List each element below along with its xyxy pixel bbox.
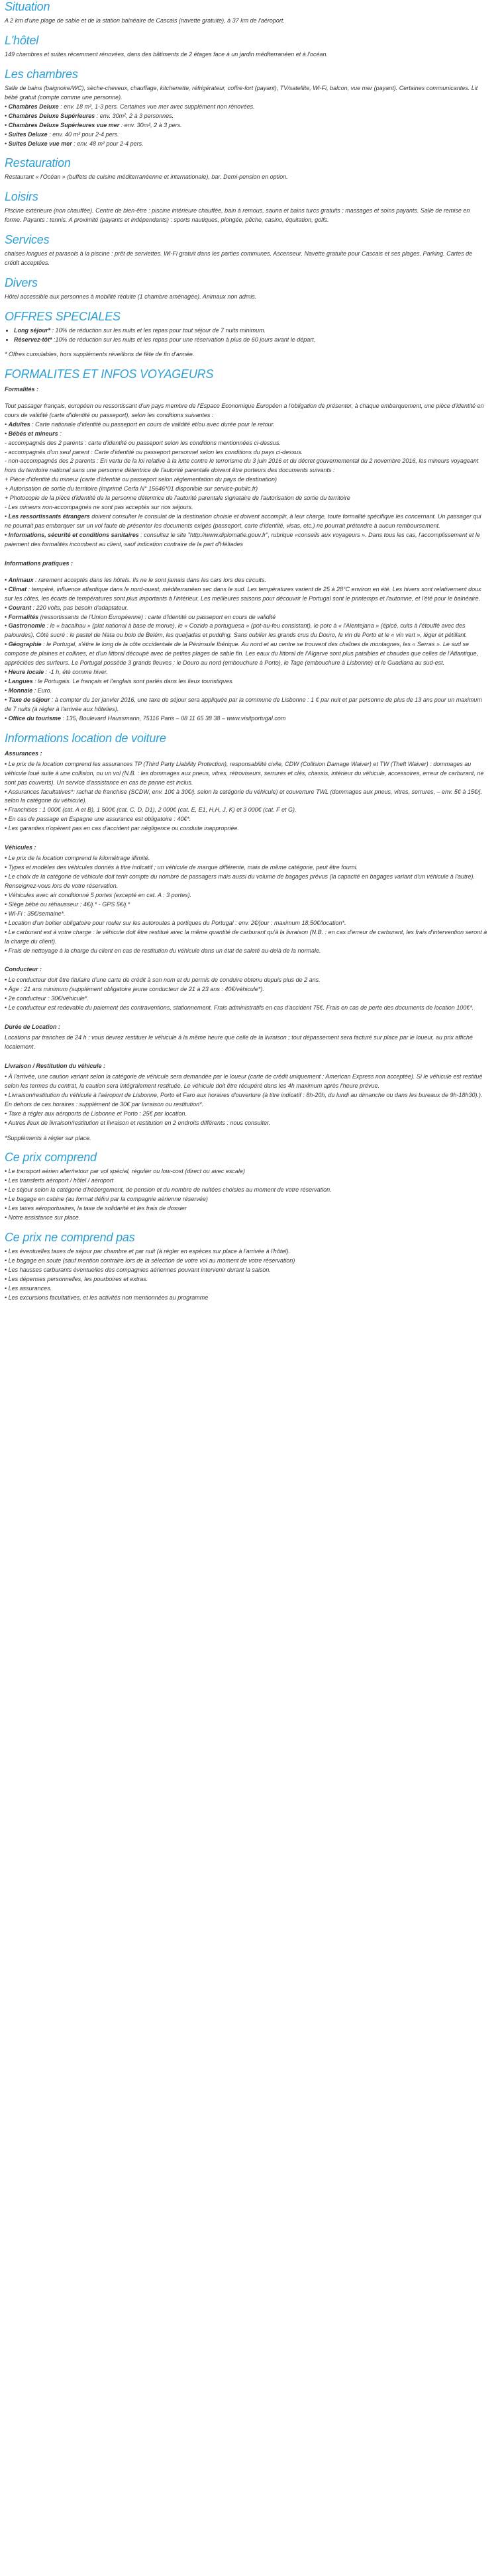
formalites-title: FORMALITES ET INFOS VOYAGEURS xyxy=(5,367,214,381)
assurance-item-text: Franchises : 1 000€ (cat. A et B), 1 500€ (cat. C, D, D1), 2 000€ (cat. E, E1, H,H, J, K) et 3 000€ (cat. F et G). xyxy=(8,806,297,814)
practical-item: • Heure locale : -1 h, été comme hiver. xyxy=(5,669,108,676)
assurances-list xyxy=(5,760,488,834)
practical-item: • Office du tourisme : 135, Boulevard Haussmann, 75116 Paris – 08 11 65 38 38 – www.visitportugal.com xyxy=(5,714,286,722)
assurance-item-text: Le prix de la location comprend les assurances TP (Third Party Liability Protection), responsabilité civile, CDW (Collision Damage Waiver) et TW (Theft Waiver) : dommages au véhicule loué suite à une collision, ou un vol (N.B. : les dommages aux pneus, vitres, rétroviseurs, serrures et clés, chassis, intérieur du véhicule, accessoires, erreur de carburant, ne sont pas couverts). Un service d'assistance en cas de panne est inclus. xyxy=(5,760,484,786)
room-type-item: • Chambres Deluxe : env. 18 m², 1-3 pers. Certaines vue mer avec supplément non rénovées. xyxy=(5,103,255,110)
rooms-title: Les chambres xyxy=(5,67,78,81)
conducteur-item: • Le conducteur doit être titulaire d'une carte de crédit à son nom et du permis de conduire obtenu depuis plus de 2 ans. xyxy=(5,977,321,984)
restauration-title: Restauration xyxy=(5,156,71,170)
assurance-item: • Le prix de la location comprend les assurances TP (Third Party Liability Protection), responsabilité civile, CDW (Collision Damage Waiver) et TW (Theft Waiver) : dommages au véhicule loué suite à une collision, ou un vol (N.B. : les dommages aux pneus, vitres, rétroviseurs, serrures et clés, chassis, intérieur du véhicule, accessoires, erreur de carburant, ne sont pas couverts). Un service d'assistance en cas de panne est inclus. xyxy=(5,760,484,786)
assurances-label: Assurances : xyxy=(5,749,42,757)
practical-item-detail: : 220 volts, pas besoin d'adaptateur. xyxy=(31,604,128,611)
livraison-item-text: À l'arrivée, une caution variant selon la catégorie de véhicule sera demandée par le loueur (carte de crédit uniquement ; American Express non acceptée). Si le véhicule est restitué selon les termes du contrat, la caution sera intégralement restituée. Le véhicule doit être récupéré dans les 4h maximum après l'heure prévue. xyxy=(5,1073,483,1089)
formalite-line-detail: - accompagnés des 2 parents : carte d'identité ou passeport selon les conditions mentionnées ci-dessus. xyxy=(5,439,281,446)
inclus-title: Ce prix comprend xyxy=(5,1151,97,1165)
inclus-item-text: Le séjour selon la catégorie d'hébergement, de pension et du nombre de nuitées choisies au moment de votre réservation. xyxy=(8,1186,332,1194)
conducteur-label: Conducteur : xyxy=(5,966,42,973)
rooms-text: Salle de bains (baignoire/WC), sèche-cheveux, chauffage, kitchenette, réfrigérateur, coffre-fort (payant), TV/satellite, Wi-Fi, balcon, vue mer (payant). Certaines communicantes. Lit bébé gratuit (compte comme une personne). xyxy=(5,84,478,101)
offres-list xyxy=(5,326,488,345)
exclus-item: • Le bagage en soute (sauf mention contraire lors de la sélection de votre vol au moment de votre réservation) xyxy=(5,1257,295,1264)
livraison-item-text: Taxe à régler aux aéroports de Lisbonne et Porto : 25€ par location. xyxy=(8,1110,187,1117)
formalite-line xyxy=(5,485,488,494)
inclus-list xyxy=(5,1167,488,1223)
room-type-item-name: Chambres Deluxe xyxy=(8,103,59,110)
vehicule-item: • Le prix de la location comprend le kilométrage illimité. xyxy=(5,855,150,862)
practical-item: • Animaux : rarement acceptés dans les hôtels. Ils ne le sont jamais dans les cars lors des circuits. xyxy=(5,576,266,583)
exclus-item: • Les assurances. xyxy=(5,1284,52,1292)
vehicule-item: • Types et modèles des véhicules donnés à titre indicatif ; un véhicule de marque différente, mais de même catégorie, peut être fourni. xyxy=(5,864,358,871)
livraison-item-text: Autres lieux de livraison/restitution et livraison et restitution en 2 endroits différents : nous consulter. xyxy=(8,1119,271,1126)
vehicule-item: • Wi-Fi : 35€/semaine*. xyxy=(5,910,66,917)
room-type-item: • Suites Deluxe : env. 40 m² pour 2-4 pers. xyxy=(5,130,119,138)
room-type-item-name: Suites Deluxe vue mer xyxy=(8,140,72,147)
assurance-item-text: Les garanties n'opèrent pas en cas d'accident par négligence ou conduite inappropriée. xyxy=(8,825,239,832)
duree-text: Locations par tranches de 24 h : vous devrez restituer le véhicule à la même heure que celle de la livraison ; tout dépassement sera facturé sur place par le loueur, au prix affiché localement. xyxy=(5,1034,473,1050)
situation-title: Situation xyxy=(5,0,50,13)
formalite-line xyxy=(5,503,488,512)
formalite-line-name: Bébés et mineurs xyxy=(8,430,58,437)
vehicule-item: • Le choix de la catégorie de véhicule doit tenir compte du nombre de passagers mais aussi du volume de bagages prévus (la capacité en bagages variant d'un véhicule à l'autre). Renseignez-vous lors de votre réservation. xyxy=(5,873,476,889)
services-text: chaises longues et parasols à la piscine : prêt de serviettes. Wi-Fi gratuit dans les parties communes. Ascenseur. Navette gratuite pour Cascais et ses plages. Parking. Cartes de crédit acceptées. xyxy=(5,250,473,267)
livraison-label: Livraison / Restitution du véhicule : xyxy=(5,1062,106,1069)
vehicule-item-text: Frais de nettoyage à la charge du client en cas de restitution du véhicule dans un état de saleté au-delà de la normale. xyxy=(8,947,321,954)
practical-item-detail: : le Portugal, s'étire le long de la côte occidentale de la Péninsule Ibérique. Au nord et au centre se trouvent des chaînes de montagnes, les « Serras ». Le sud se compose de plaines et collines, et d'un littoral découpé avec de petites plages de sable fin. Les eaux du littoral de l'Algarve sont plus paisibles et chaudes que celles de l'Atlantique, appréciées des surfeurs. Le Portugal possède 3 grands fleuves : le Douro au nord (embouchure à Porto), le Tage (embouchure à Lisbonne) et le Guadiana au sud-est. xyxy=(5,641,479,667)
assurance-item-text: En cas de passage en Espagne une assurance est obligatoire : 40€*. xyxy=(8,816,191,823)
practical-item: • Langues : le Portugais. Le français et l'anglais sont parlés dans les lieux touristiques. xyxy=(5,678,234,685)
inclus-item: • Les taxes aéroportuaires, la taxe de solidarité et les frais de dossier xyxy=(5,1205,187,1212)
offres-note: * Offres cumulables, hors suppléments réveillons de fête de fin d'année. xyxy=(5,350,195,358)
vehicule-item: • Siège bébé ou réhausseur : 4€/j.* - GPS 5€/j.* xyxy=(5,900,130,908)
conducteur-item-text: Le conducteur est redevable du paiement des contraventions, stationnement. Frais administratifs en cas d'accident 75€. Frais en cas de perte des documents de location 100€*. xyxy=(8,1004,474,1012)
room-type-item: • Suites Deluxe vue mer : env. 48 m² pour 2-4 pers. xyxy=(5,140,144,147)
practical-item: • Courant : 220 volts, pas besoin d'adaptateur. xyxy=(5,604,128,611)
loisirs-title: Loisirs xyxy=(5,190,38,204)
formalites-intro: Tout passager français, européen ou ressortissant d'un pays membre de l'Espace Economique Européen a l'obligation de présenter, à chaque embarquement, une pièce d'identité en cours de validité (carte d'identité ou passeport), selon les conditions suivantes : xyxy=(5,402,484,418)
formalite-line-name: Les ressortissants étrangers xyxy=(8,513,90,520)
formalite-line xyxy=(5,475,488,485)
hotel-title: L'hôtel xyxy=(5,33,39,47)
exclus-item: • Les excursions facultatives, et les activités non mentionnées au programme xyxy=(5,1294,209,1301)
formalite-line-detail: - non-accompagnés des 2 parents : En vertu de la loi relative à la lutte contre le terrorisme du 3 juin 2016 et du décret gouvernemental du 2 novembre 2016, les mineurs voyageant hors du territoire national sans une personne détentrice de l'autorité parentale doivent être porteurs des documents suivants : xyxy=(5,457,479,474)
inclus-item: • Le transport aérien aller/retour par vol spécial, régulier ou low-cost (direct ou avec escale) xyxy=(5,1168,245,1175)
offer-item xyxy=(14,336,488,345)
vehicule-item: • Location d'un boitier obligatoire pour rouler sur les autoroutes à portiques du Portugal : env. 2€/jour : maximum 18,50€/location*. xyxy=(5,919,346,926)
location-title: Informations location de voiture xyxy=(5,731,166,745)
formalite-line-name: Informations, sécurité et conditions sanitaires xyxy=(8,531,139,538)
assurance-item: • Les garanties n'opèrent pas en cas d'accident par négligence ou conduite inappropriée. xyxy=(5,825,239,832)
inclus-item: • Le séjour selon la catégorie d'hébergement, de pension et du nombre de nuitées choisies au moment de votre réservation. xyxy=(5,1186,332,1194)
conducteur-list xyxy=(5,976,488,1013)
offer-item xyxy=(14,326,488,336)
livraison-item-text: Livraison/restitution du véhicule à l'aéroport de Lisbonne, Porto et Faro aux horaires d'ouverture (à titre indicatif : 8h-20h, du lundi au dimanche ou dans les bureaux de 9h-18h30).). En dehors de ces horaires : supplément de 30€ par livraison ou restitution*. xyxy=(5,1091,483,1108)
room-type-item-detail: : env. 48 m² pour 2-4 pers. xyxy=(72,140,144,147)
inclus-item-text: Notre assistance sur place. xyxy=(8,1214,81,1221)
livraison-item: • Taxe à régler aux aéroports de Lisbonne et Porto : 25€ par location. xyxy=(5,1110,187,1117)
conducteur-item: • 2e conducteur : 30€/véhicule*. xyxy=(5,995,89,1002)
practical-item-name: Géographie xyxy=(8,641,42,648)
livraison-item: • À l'arrivée, une caution variant selon la catégorie de véhicule sera demandée par le loueur (carte de crédit uniquement ; American Express non acceptée). Si le véhicule est restitué selon les termes du contrat, la caution sera intégralement restituée. Le véhicule doit être récupéré dans les 4h maximum après l'heure prévue. xyxy=(5,1073,483,1089)
vehicule-item-text: Le prix de la location comprend le kilométrage illimité. xyxy=(8,855,150,862)
formalites-label: Formalités : xyxy=(5,385,39,393)
inclus-item: • Notre assistance sur place. xyxy=(5,1214,81,1221)
exclus-item-text: Les hausses carburants éventuelles des compagnies aériennes pouvant intervenir durant la saison. xyxy=(8,1266,271,1273)
formalite-line-detail: : Carte nationale d'identité ou passeport en cours de validité et/ou avec durée pour le retour. xyxy=(30,420,275,428)
vehicules-label: Véhicules : xyxy=(5,844,36,851)
formalite-line xyxy=(5,448,488,457)
practical-item-name: Monnaie xyxy=(8,687,33,694)
duree-label: Durée de Location : xyxy=(5,1024,61,1031)
practical-item: • Taxe de séjour : à compter du 1er janvier 2016, une taxe de séjour sera appliquée par la commune de Lisbonne : 1 € par nuit et par personne de plus de 13 ans pour un maximum de 7 nuits (à régler à l'arrivée aux hôtelies). xyxy=(5,696,482,712)
inclus-item-text: Le transport aérien aller/retour par vol spécial, régulier ou low-cost (direct ou avec escale) xyxy=(8,1168,245,1175)
formalite-line-detail: : consultez le site "http://www.diplomatie.gouv.fr", rubrique «conseils aux voyageurs ». Dans tous les cas, l'accomplissement et le paiement des formalités incombent au client, sauf indication contraire de la part d'Héliades xyxy=(5,531,480,548)
exclus-item: • Les hausses carburants éventuelles des compagnies aériennes pouvant intervenir durant la saison. xyxy=(5,1266,271,1273)
offer-detail: :10% de réduction sur les nuits et les repas pour une réservation à plus de 60 jours avant le départ. xyxy=(52,336,316,343)
practical-lines xyxy=(5,576,488,724)
vehicule-item-text: Le choix de la catégorie de véhicule doit tenir compte du nombre de passagers mais aussi du volume de bagages prévus (la capacité en bagages variant d'un véhicule à l'autre). Renseignez-vous lors de votre réservation. xyxy=(5,873,476,889)
room-type-item-name: Chambres Deluxe Supérieures vue mer xyxy=(8,121,120,128)
assurance-item: • En cas de passage en Espagne une assurance est obligatoire : 40€*. xyxy=(5,816,191,823)
formalite-line-detail: - Les mineurs non-accompagnés ne sont pas acceptés sur nos séjours. xyxy=(5,504,193,511)
formalites-lines xyxy=(5,420,488,549)
room-type-item: • Chambres Deluxe Supérieures vue mer : env. 30m², 2 à 3 pers. xyxy=(5,121,182,128)
practical-item-name: Gastronomie xyxy=(8,622,46,630)
location-note: *Suppléments à régler sur place. xyxy=(5,1134,91,1141)
vehicule-item: • Le carburant est à votre charge : le véhicule doit être restitué avec la même quantité de carburant qu'à la livraison (N.B. : en cas d'erreur de carburant, les frais d'intervention seront à la charge du client). xyxy=(5,928,487,945)
practical-item-name: Formalités xyxy=(8,613,39,620)
room-type-item-name: Chambres Deluxe Supérieures xyxy=(8,112,95,119)
assurance-item-text: Assurances facultatives*: rachat de franchise (SCDW, env. 10€ à 30€/j. selon la catégorie du véhicule) et couverture TWL (dommages aux pneus, vitres, serrures, – env. 5€ à 15€/j. selon la catégorie du véhicule). xyxy=(5,788,482,804)
formalite-line-detail: + Photocopie de la pièce d'identité de la personne détentrice de l'autorité parentale signataire de l'autorisation de sortie du territoire xyxy=(5,495,350,502)
inclus-item: • Le bagage en cabine (au format défini par la compagnie aérienne réservée) xyxy=(5,1196,208,1203)
vehicule-item: • Frais de nettoyage à la charge du client en cas de restitution du véhicule dans un état de saleté au-delà de la normale. xyxy=(5,947,321,954)
exclus-item: • Les éventuelles taxes de séjour par chambre et par nuit (à régler en espèces sur place à l'arrivée à l'hôtel). xyxy=(5,1248,290,1255)
conducteur-item-text: Âge : 21 ans minimum (supplément obligatoire jeune conducteur de 21 à 23 ans : 40€/véhicule*). xyxy=(8,986,264,993)
conducteur-item-text: 2e conducteur : 30€/véhicule*. xyxy=(8,995,89,1002)
rooms-list xyxy=(5,103,488,149)
practical-item-detail: : à compter du 1er janvier 2016, une taxe de séjour sera appliquée par la commune de Lisbonne : 1 € par nuit et par personne de plus de 13 ans pour un maximum de 7 nuits (à régler à l'arrivée aux hôtelies). xyxy=(5,696,482,712)
practical-item-detail: : -1 h, été comme hiver. xyxy=(44,669,108,676)
room-type-item-detail: : env. 40 m² pour 2-4 pers. xyxy=(47,130,119,138)
practical-item-name: Animaux xyxy=(8,576,34,583)
practical-item-name: Office du tourisme xyxy=(8,714,62,722)
vehicule-item-text: Wi-Fi : 35€/semaine*. xyxy=(8,910,66,917)
vehicule-item-text: Véhicules avec air conditionné 5 portes (excepté en cat. A : 3 portes). xyxy=(8,891,192,898)
formalite-line-detail: doivent consulter le consulat de la destination choisie et doivent accomplir, à leur charge, toute formalité spécifique les concernant. Un passager qui ne pourrait pas embarquer sur un vol faute de présenter les documents exigés (passeport, carte d'identité, visas, etc.) ne pourrait prétendre à aucun remboursement. xyxy=(5,513,481,529)
divers-text: Hôtel accessible aux personnes à mobilité réduite (1 chambre aménagée). Animaux non admis. xyxy=(5,293,257,301)
practical-label: Informations pratiques : xyxy=(5,559,74,567)
exclus-item-text: Les assurances. xyxy=(8,1284,52,1292)
vehicule-item: • Véhicules avec air conditionné 5 portes (excepté en cat. A : 3 portes). xyxy=(5,891,192,898)
practical-item-detail: (ressortissants de l'Union Européenne) : carte d'identité ou passeport en cours de validité xyxy=(38,613,276,620)
practical-item-detail: : 135, Boulevard Haussmann, 75116 Paris – 08 11 65 38 38 – www.visitportugal.com xyxy=(61,714,286,722)
formalite-line-detail: : xyxy=(58,430,62,437)
practical-item-name: Heure locale xyxy=(8,669,44,676)
vehicule-item-text: Types et modèles des véhicules donnés à titre indicatif ; un véhicule de marque différente, mais de même catégorie, peut être fourni. xyxy=(8,864,358,871)
page-content xyxy=(0,0,493,1311)
practical-item-detail: : tempéré, influence atlantique dans le nord-ouest, méditerranéen sec dans le sud. Les températures varient de 25 à 28°C environ en été. Les hivers sont relativement doux sur les côtes, les écarts de températures sont plus importants à l'intérieur. Les meilleures saisons pour découvrir le Portugal sont le printemps et l'automne, et l'été pour le balnéaire. xyxy=(5,585,481,602)
livraison-list xyxy=(5,1073,488,1128)
exclus-title: Ce prix ne comprend pas xyxy=(5,1231,135,1245)
exclus-list xyxy=(5,1247,488,1303)
hotel-text: 149 chambres et suites récemment rénovées, dans des bâtiments de 2 étages face à un jardin méditerranéen et à l'océan. xyxy=(5,50,328,58)
practical-item-detail: : le « bacalhau » (plat national à base de morue), le « Cozido a portuguesa » (pot-au-feu consistant), le porc à « l'Alentejana » (épicé, cuits à l'étouffé avec des palourdes). Côté sucré : le pastel de Nata ou bolo de Belém, les queijadas et pudding. Sans oublier les grands crus du Douro, le vin de Porto et le « vin vert », léger et pétillant. xyxy=(5,622,468,639)
inclus-item-text: Le bagage en cabine (au format défini par la compagnie aérienne réservée) xyxy=(8,1196,208,1203)
offres-title: OFFRES SPECIALES xyxy=(5,310,121,324)
vehicules-list xyxy=(5,854,488,955)
inclus-item-text: Les taxes aéroportuaires, la taxe de solidarité et les frais de dossier xyxy=(8,1205,187,1212)
conducteur-item-text: Le conducteur doit être titulaire d'une carte de crédit à son nom et du permis de conduire obtenu depuis plus de 2 ans. xyxy=(8,977,321,984)
formalite-line-detail: + Autorisation de sortie du territoire (imprimé Cerfa N° 15646*01 disponible sur service-public.fr) xyxy=(5,485,258,493)
exclus-item: • Les dépenses personnelles, les pourboires et extras. xyxy=(5,1275,148,1282)
practical-item-name: Langues xyxy=(8,678,33,685)
loisirs-text: Piscine extérieure (non chauffée). Centre de bien-être : piscine intérieure chauffée, bain à remous, sauna et bains turcs gratuits ; massages et soins payants. Salle de remise en forme. Payants : tennis. A proximité (payants et indépendants) : sports nautiques, plongée, pêche, casino, équitation, golfs. xyxy=(5,207,470,224)
practical-item-detail: : le Portugais. Le français et l'anglais sont parlés dans les lieux touristiques. xyxy=(32,678,234,685)
vehicule-item-text: Location d'un boitier obligatoire pour rouler sur les autoroutes à portiques du Portugal : env. 2€/jour : maximum 18,50€/location*. xyxy=(8,919,346,926)
practical-item: • Géographie : le Portugal, s'étire le long de la côte occidentale de la Péninsule Ibérique. Au nord et au centre se trouvent des chaînes de montagnes, les « Serras ». Le sud se compose de plaines et collines, et d'un littoral découpé avec de petites plages de sable fin. Les eaux du littoral de l'Algarve sont plus paisibles et chaudes que celles de l'Atlantique, appréciées des surfeurs. Le Portugal possède 3 grands fleuves : le Douro au nord (embouchure à Porto), le Tage (embouchure à Lisbonne) et le Guadiana au sud-est. xyxy=(5,641,479,667)
room-type-item-detail: : env. 30m², 2 à 3 personnes. xyxy=(95,112,174,119)
assurance-item: • Assurances facultatives*: rachat de franchise (SCDW, env. 10€ à 30€/j. selon la catégorie du véhicule) et couverture TWL (dommages aux pneus, vitres, serrures, – env. 5€ à 15€/j. selon la catégorie du véhicule). xyxy=(5,788,482,804)
exclus-item-text: Les excursions facultatives, et les activités non mentionnées au programme xyxy=(8,1294,209,1301)
inclus-item: • Les transferts aéroport / hôtel / aéroport xyxy=(5,1177,114,1184)
conducteur-item: • Le conducteur est redevable du paiement des contraventions, stationnement. Frais administratifs en cas d'accident 75€. Frais en cas de perte des documents de location 100€*. xyxy=(5,1004,474,1012)
offer-name: Réservez-tôt* xyxy=(14,336,52,343)
room-type-item: • Chambres Deluxe Supérieures : env. 30m², 2 à 3 personnes. xyxy=(5,112,174,119)
practical-item-name: Courant xyxy=(8,604,32,611)
practical-item: • Climat : tempéré, influence atlantique dans le nord-ouest, méditerranéen sec dans le sud. Les températures varient de 25 à 28°C environ en été. Les hivers sont relativement doux sur les côtes, les écarts de températures sont plus importants à l'intérieur. Les meilleures saisons pour découvrir le Portugal sont le printemps et l'automne, et l'été pour le balnéaire. xyxy=(5,585,481,602)
conducteur-item: • Âge : 21 ans minimum (supplément obligatoire jeune conducteur de 21 à 23 ans : 40€/véhicule*). xyxy=(5,986,264,993)
practical-item: • Formalités (ressortissants de l'Union Européenne) : carte d'identité ou passeport en cours de validité xyxy=(5,613,276,620)
situation-text: A 2 km d'une plage de sable et de la station balnéaire de Cascais (navette gratuite), à 37 km de l'aéroport. xyxy=(5,17,285,24)
practical-item: • Monnaie : Euro. xyxy=(5,687,52,694)
formalite-line: • Les ressortissants étrangers doivent consulter le consulat de la destination choisie et doivent accomplir, à leur charge, toute formalité spécifique les concernant. Un passager qui ne pourrait pas embarquer sur un vol faute de présenter les documents exigés (passeport, carte d'identité, visas, etc.) ne pourrait prétendre à aucun remboursement. xyxy=(5,513,481,529)
vehicule-item-text: Siège bébé ou réhausseur : 4€/j.* - GPS 5€/j.* xyxy=(8,900,130,908)
practical-item-name: Climat xyxy=(8,585,27,593)
formalite-line xyxy=(5,439,488,448)
offer-detail: : 10% de réduction sur les nuits et les repas pour tout séjour de 7 nuits minimum. xyxy=(50,327,266,334)
assurance-item: • Franchises : 1 000€ (cat. A et B), 1 500€ (cat. C, D, D1), 2 000€ (cat. E, E1, H,H, J, K) et 3 000€ (cat. F et G). xyxy=(5,806,297,814)
offer-name: Long séjour* xyxy=(14,327,51,334)
exclus-item-text: Le bagage en soute (sauf mention contraire lors de la sélection de votre vol au moment de votre réservation) xyxy=(8,1257,295,1264)
formalite-line-name: Adultes xyxy=(8,420,30,428)
formalite-line: • Bébés et mineurs : xyxy=(5,430,62,437)
services-title: Services xyxy=(5,233,50,247)
practical-item-detail: : rarement acceptés dans les hôtels. Ils ne le sont jamais dans les cars lors des circuits. xyxy=(33,576,266,583)
livraison-item: • Livraison/restitution du véhicule à l'aéroport de Lisbonne, Porto et Faro aux horaires d'ouverture (à titre indicatif : 8h-20h, du lundi au dimanche ou dans les bureaux de 9h-18h30).). En dehors de ces horaires : supplément de 30€ par livraison ou restitution*. xyxy=(5,1091,483,1108)
formalite-line-detail: - accompagnés d'un seul parent : Carte d'identité ou passeport personnel selon les conditions du pays ci-dessus. xyxy=(5,448,303,455)
livraison-item: • Autres lieux de livraison/restitution et livraison et restitution en 2 endroits différents : nous consulter. xyxy=(5,1119,271,1126)
room-type-item-detail: : env. 30m², 2 à 3 pers. xyxy=(119,121,182,128)
formalite-line: • Adultes : Carte nationale d'identité ou passeport en cours de validité et/ou avec durée pour le retour. xyxy=(5,420,275,428)
inclus-item-text: Les transferts aéroport / hôtel / aéroport xyxy=(8,1177,114,1184)
formalite-line xyxy=(5,457,488,475)
practical-item-name: Taxe de séjour xyxy=(8,696,50,703)
room-type-item-name: Suites Deluxe xyxy=(8,130,48,138)
practical-item-detail: : Euro. xyxy=(32,687,52,694)
room-type-item-detail: : env. 18 m², 1-3 pers. Certaines vue mer avec supplément non rénovées. xyxy=(58,103,255,110)
exclus-item-text: Les éventuelles taxes de séjour par chambre et par nuit (à régler en espèces sur place à l'arrivée à l'hôtel). xyxy=(8,1248,290,1255)
practical-item: • Gastronomie : le « bacalhau » (plat national à base de morue), le « Cozido a portuguesa » (pot-au-feu consistant), le porc à « l'Alentejana » (épicé, cuits à l'étouffé avec des palourdes). Côté sucré : le pastel de Nata ou bolo de Belém, les queijadas et pudding. Sans oublier les grands crus du Douro, le vin de Porto et le « vin vert », léger et pétillant. xyxy=(5,622,468,639)
restauration-text: Restaurant « l'Océan » (buffets de cuisine méditerranéenne et internationale), bar. Demi-pension en option. xyxy=(5,173,288,181)
formalite-line-detail: + Pièce d'identité du mineur (carte d'identité ou passeport selon réglementation du pays de destination) xyxy=(5,476,277,483)
formalite-line: • Informations, sécurité et conditions sanitaires : consultez le site "http://www.diplomatie.gouv.fr", rubrique «conseils aux voyageurs ». Dans tous les cas, l'accomplissement et le paiement des formalités incombent au client, sauf indication contraire de la part d'Héliades xyxy=(5,531,480,548)
formalite-line xyxy=(5,494,488,503)
exclus-item-text: Les dépenses personnelles, les pourboires et extras. xyxy=(8,1275,148,1282)
vehicule-item-text: Le carburant est à votre charge : le véhicule doit être restitué avec la même quantité de carburant qu'à la livraison (N.B. : en cas d'erreur de carburant, les frais d'intervention seront à la charge du client). xyxy=(5,928,487,945)
divers-title: Divers xyxy=(5,276,38,290)
